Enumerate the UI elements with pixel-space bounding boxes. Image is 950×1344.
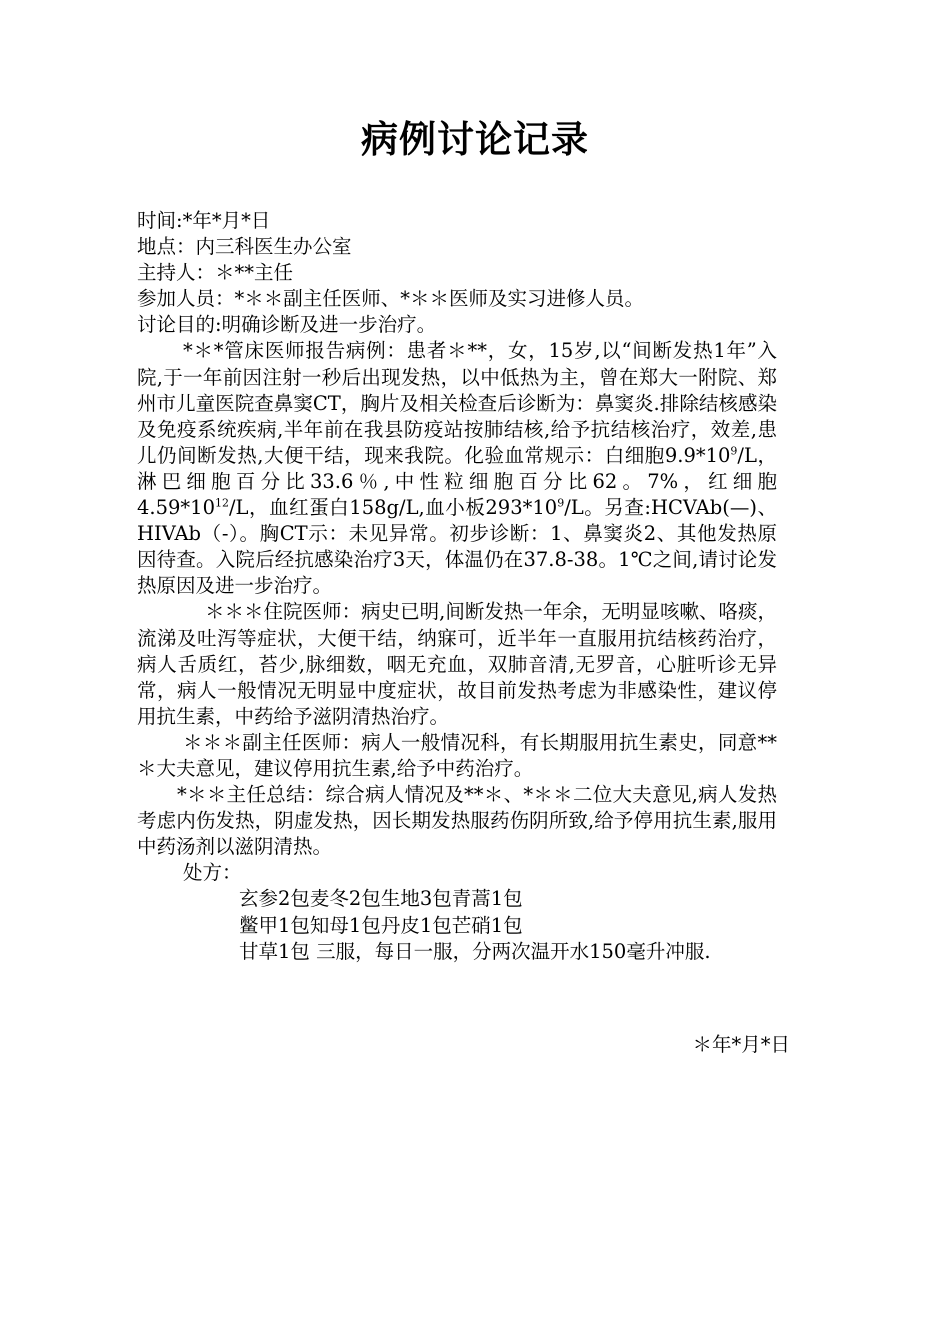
case-report-exponent-1: 9 (730, 444, 738, 458)
meta-location: 地点：内三科医生办公室 (137, 235, 352, 259)
case-report-text-2: /L，淋巴细胞百分比33.6％,中性粒细胞百分比62。7%，红细胞4.59*10 (137, 443, 777, 520)
case-report-text-3: /L，血红蛋白158g/L,血小板293*10 (228, 496, 558, 520)
case-report-text-1: *＊*管床医师报告病例：患者＊**，女，15岁,以“间断发热1年”入院,于一年前因注射一秒后出现发热，以中低热为主，曾在郑大一附院、郑州市儿童医院查鼻窦CT，胸片及相关检查后诊断为：鼻窦炎.排除结核感染及免疫系统疾病,半年前在我县防疫站按肺结核,给予抗结核治疗，效差,患儿仍间断发热,大便干结，现来我院。化验血常规示：白细胞9.9*10 (137, 339, 777, 467)
signoff-date: ＊年*月*日 (692, 1033, 790, 1056)
deputy-chief-opinion-paragraph: ＊＊＊副主任医师：病人一般情况科，有长期服用抗生素史，同意**＊大夫意见，建议停用抗生素,给予中药治疗。 (137, 730, 777, 780)
meta-host: 主持人：＊**主任 (137, 261, 294, 285)
case-report-paragraph (137, 338, 777, 599)
meta-participants: 参加人员：*＊＊副主任医师、*＊＊医师及实习进修人员。 (137, 287, 645, 311)
meta-purpose: 讨论目的:明确诊断及进一步治疗。 (137, 313, 437, 337)
case-report-text-4: /L。另查:HCVAb(—)、HIVAb（-）。胸CT示：未见异常。初步诊断：1、鼻窦炎2、其他发热原因待查。入院后经抗感染治疗3天，体温仍在37.8-38。1℃之间,请讨论发热原因及进一步治疗。 (137, 496, 777, 598)
director-summary-paragraph: *＊＊主任总结：综合病人情况及**＊、*＊＊二位大夫意见,病人发热考虑内伤发热，阴虚发热，因长期发热服药伤阴所致,给予停用抗生素,服用中药汤剂以滋阴清热。 (137, 783, 777, 859)
prescription-line-2: 鳖甲1包知母1包丹皮1包芒硝1包 (239, 913, 523, 937)
document-title: 病例讨论记录 (361, 117, 589, 161)
meta-time: 时间:*年*月*日 (137, 209, 271, 232)
prescription-line-1: 玄参2包麦冬2包生地3包青蒿1包 (239, 887, 523, 911)
document-body (137, 208, 777, 965)
case-report-exponent-3: 9 (557, 496, 565, 510)
prescription-line-3: 甘草1包 三服，每日一服，分两次温开水150毫升冲服. (239, 939, 711, 963)
prescription-heading: 处方： (183, 861, 242, 885)
resident-opinion-paragraph: ＊＊＊住院医师：病史已明,间断发热一年余，无明显咳嗽、咯痰，流涕及吐泻等症状，大便干结，纳寐可，近半年一直服用抗结核药治疗，病人舌质红，苔少,脉细数，咽无充血，双肺音清,无罗音，心脏听诊无异常，病人一般情况无明显中度症状，故目前发热考虑为非感染性，建议停用抗生素，中药给予滋阴清热治疗。 (137, 600, 777, 728)
case-report-exponent-2: 12 (214, 496, 229, 510)
